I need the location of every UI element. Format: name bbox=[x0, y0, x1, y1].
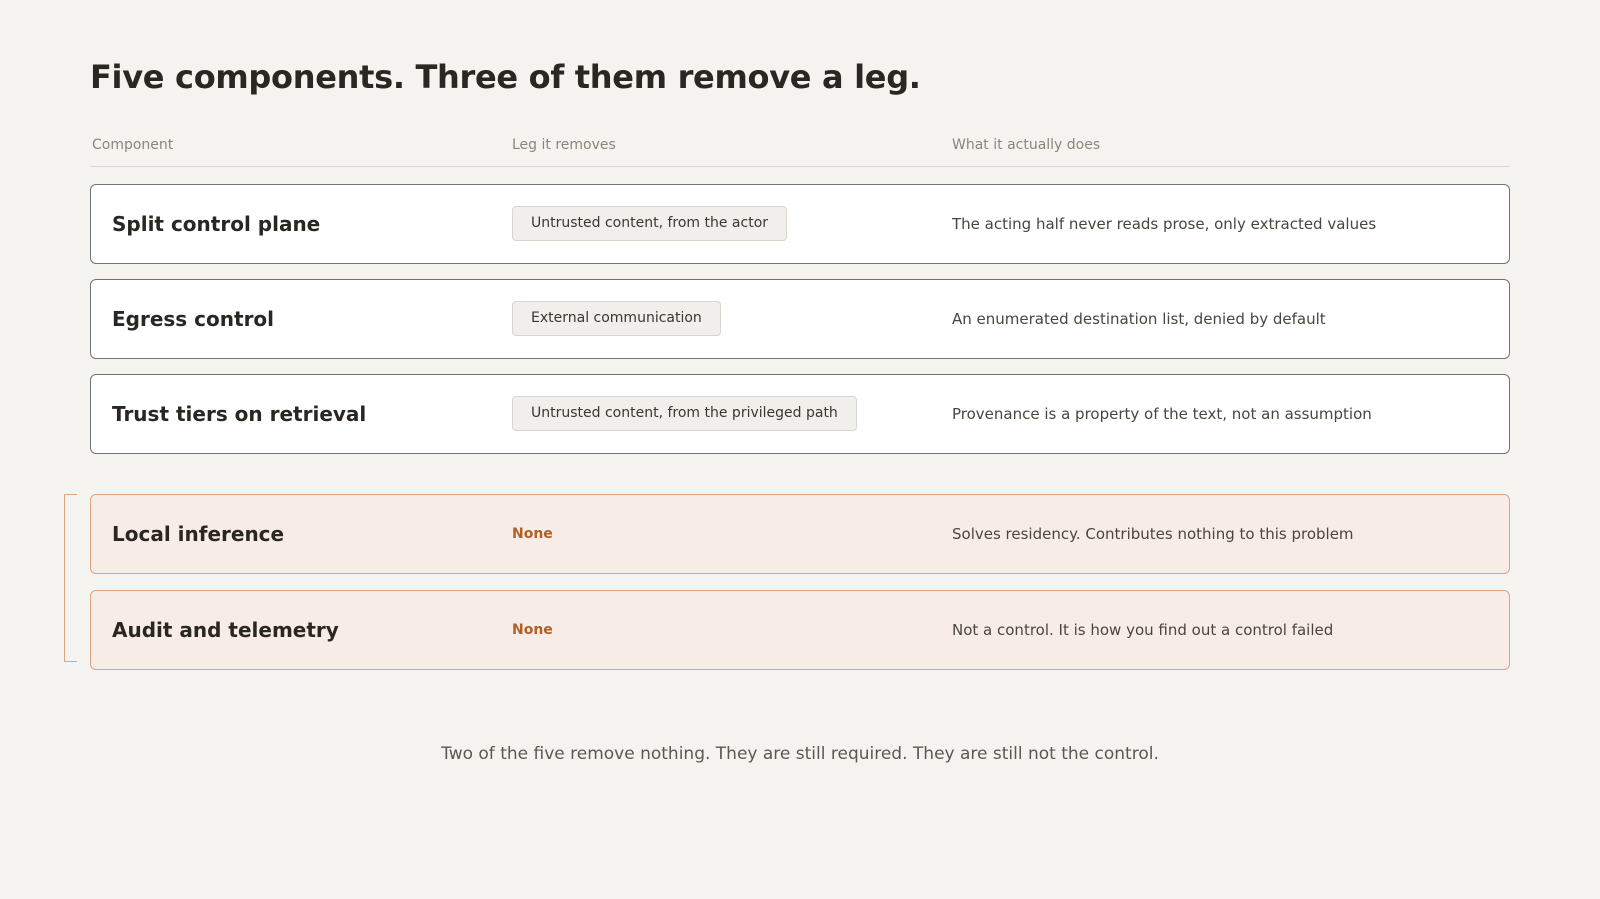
table-row bbox=[90, 374, 1510, 454]
header-component: Component bbox=[92, 137, 174, 153]
leg-chip: Untrusted content, from the actor bbox=[512, 206, 787, 241]
header-leg: Leg it removes bbox=[512, 137, 616, 153]
leg-none-label: None bbox=[512, 526, 553, 542]
page-title: Five components. Three of them remove a leg. bbox=[90, 58, 921, 96]
component-name: Local inference bbox=[112, 522, 285, 546]
leg-chip: Untrusted content, from the privileged path bbox=[512, 396, 857, 431]
component-name: Audit and telemetry bbox=[112, 618, 339, 642]
table-row-muted bbox=[90, 494, 1510, 574]
table-row bbox=[90, 184, 1510, 264]
component-name: Trust tiers on retrieval bbox=[112, 402, 367, 426]
footnote: Two of the five remove nothing. They are still required. They are still not the control. bbox=[441, 744, 1159, 764]
component-description: Solves residency. Contributes nothing to this problem bbox=[952, 525, 1354, 543]
component-description: Not a control. It is how you find out a control failed bbox=[952, 621, 1334, 639]
component-description: The acting half never reads prose, only extracted values bbox=[952, 215, 1377, 233]
table-row bbox=[90, 279, 1510, 359]
table-row-muted bbox=[90, 590, 1510, 670]
component-name: Egress control bbox=[112, 307, 275, 331]
component-description: Provenance is a property of the text, not an assumption bbox=[952, 405, 1372, 423]
leg-none-label: None bbox=[512, 622, 553, 638]
table-header bbox=[90, 134, 1510, 167]
header-does: What it actually does bbox=[952, 137, 1101, 153]
component-description: An enumerated destination list, denied by default bbox=[952, 310, 1326, 328]
component-name: Split control plane bbox=[112, 212, 321, 236]
group-bracket bbox=[64, 494, 77, 662]
leg-chip: External communication bbox=[512, 301, 721, 336]
